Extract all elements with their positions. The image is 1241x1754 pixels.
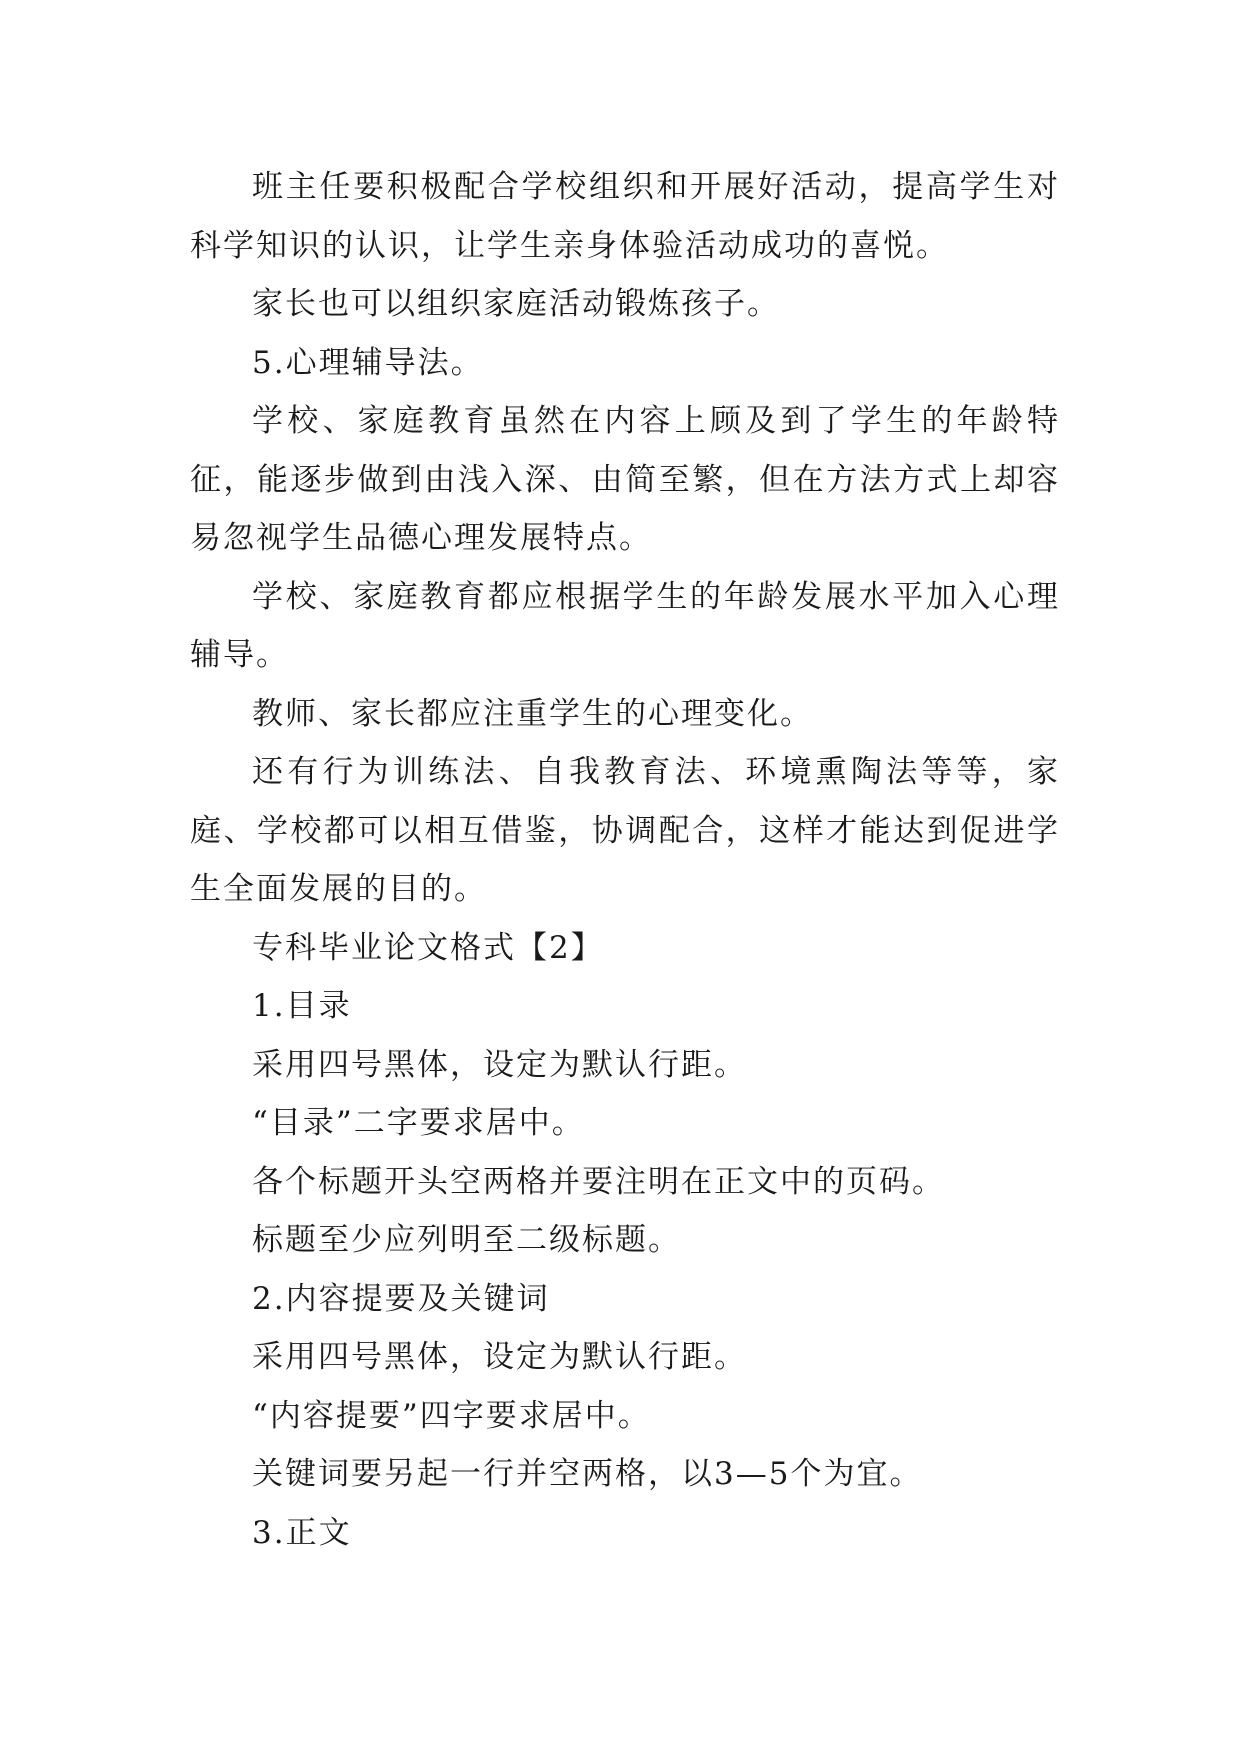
paragraph: 5.心理辅导法。 [252,344,484,381]
paragraph: 家长也可以组织家庭活动锻炼孩子。 [252,286,780,322]
paragraph: 采用四号黑体，设定为默认行距。 [252,1339,747,1375]
paragraph: 还有行为训练法、自我教育法、环境熏陶法等等，家庭、学校都可以相互借鉴，协调配合，这样才能达到促进学生全面发展的目的。 [190,754,1060,907]
subheading: 1.目录 [252,988,352,1024]
paragraph: “目录”二字要求居中。 [252,1105,585,1141]
paragraph: 学校、家庭教育都应根据学生的年龄发展水平加入心理辅导。 [190,578,1060,673]
paragraph: 各个标题开头空两格并要注明在正文中的页码。 [252,1163,945,1200]
subheading: 2.内容提要及关键词 [252,1280,550,1317]
section-heading: 专科毕业论文格式【2】 [252,929,604,966]
paragraph: 关键词要另起一行并空两格，以3—5个为宜。 [252,1456,923,1492]
paragraph: 教师、家长都应注重学生的心理变化。 [252,695,813,732]
paragraph: 学校、家庭教育虽然在内容上顾及到了学生的年龄特征，能逐步做到由浅入深、由简至繁，但在方法方式上却容易忽视学生品德心理发展特点。 [190,403,1060,556]
paragraph: 班主任要积极配合学校组织和开展好活动，提高学生对科学知识的认识，让学生亲身体验活动成功的喜悦。 [190,169,1060,264]
paragraph: 采用四号黑体，设定为默认行距。 [252,1046,747,1083]
subheading: 3.正文 [252,1514,352,1551]
paragraph: 标题至少应列明至二级标题。 [252,1222,681,1258]
document-body [190,158,1060,1562]
paragraph: “内容提要”四字要求居中。 [252,1397,651,1434]
